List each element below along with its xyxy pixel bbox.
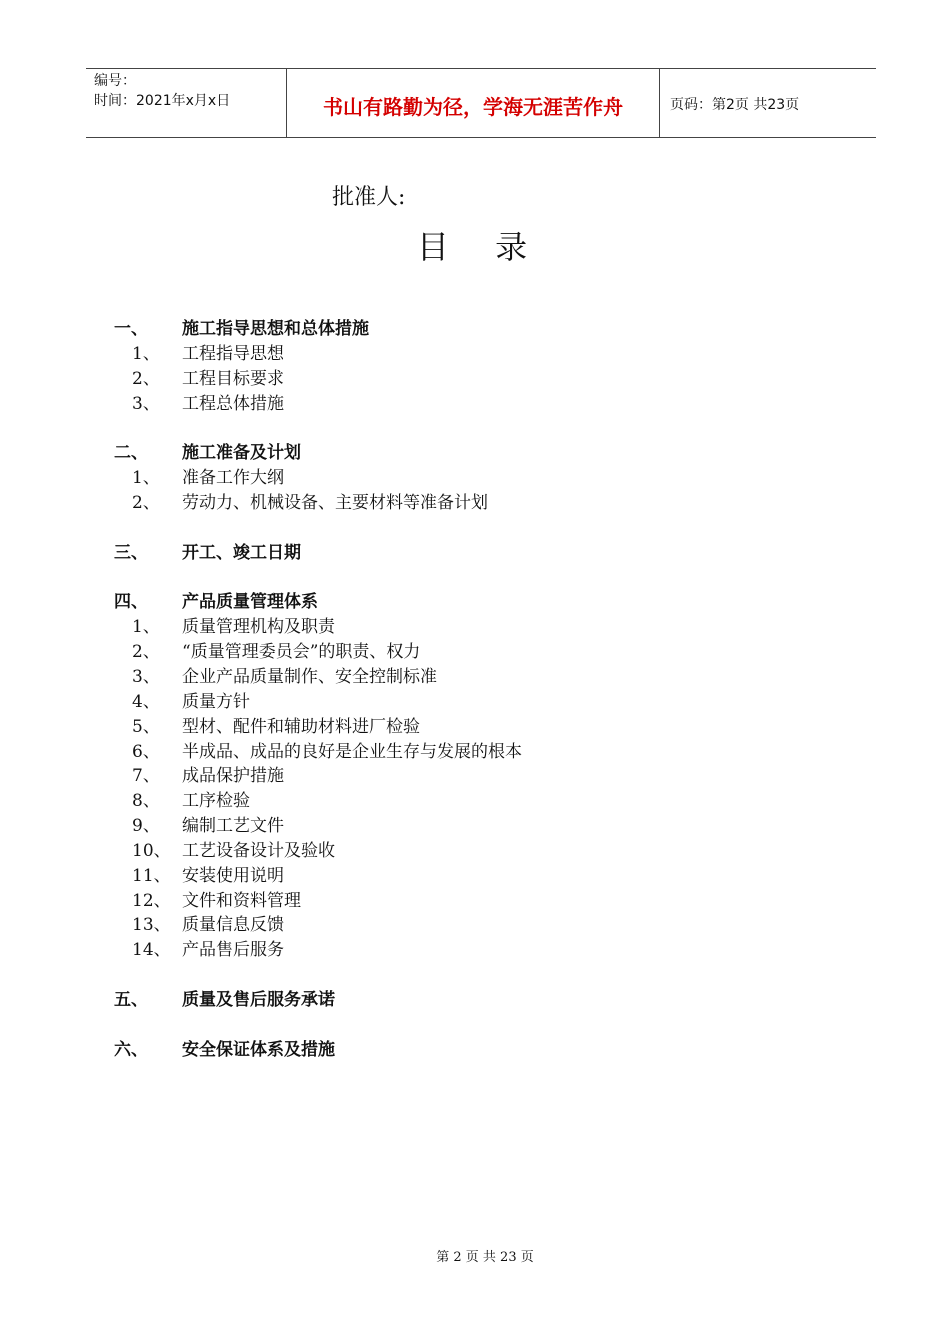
toc-item-text: 工艺设备设计及验收 [182,840,335,861]
toc-item-number: 9、 [132,816,160,836]
toc-item-number: 1、 [132,468,160,489]
toc-item-number: 14、 [132,940,171,961]
toc-item-number: 1、 [132,343,160,364]
toc-section-number: 五、 [114,990,148,1010]
toc-item-number: 2、 [132,368,160,389]
toc-item-number: 3、 [132,393,160,414]
approver-label: 批准人: [332,185,406,210]
toc-item-number: 6、 [132,741,160,762]
toc-section-number: 三、 [114,542,148,563]
toc-item-text: 工程目标要求 [182,368,284,389]
toc-item-text: 准备工作大纲 [182,468,284,489]
toc-item-number: 5、 [132,716,160,737]
toc-item-text: 工程总体措施 [182,393,284,414]
toc-item-text: 安装使用说明 [182,865,284,886]
toc-item-text: 质量信息反馈 [182,915,284,936]
toc-section-number: 二、 [114,443,148,464]
toc-section-number: 四、 [114,592,148,613]
toc-section-title: 安全保证体系及措施 [182,1039,335,1060]
toc-item-text: 工程指导思想 [182,343,284,364]
toc-item-number: 2、 [132,493,160,513]
toc-item-text: 半成品、成品的良好是企业生存与发展的根本 [182,741,522,762]
toc-item-text: “质量管理委员会”的职责、权力 [182,642,421,663]
page-title: 目 录 [416,228,546,266]
toc-item-number: 13、 [132,915,171,936]
toc-item-number: 12、 [132,890,171,911]
header-motto: 书山有路勤为径，学海无涯苦作舟 [286,69,660,137]
toc-item-number: 4、 [132,691,160,712]
toc-item-number: 8、 [132,791,160,812]
time-label: 时间：2021年x月x日 [94,93,231,109]
number-label: 编号： [94,73,136,89]
toc-item-text: 劳动力、机械设备、主要材料等准备计划 [182,493,488,513]
toc-item-text: 型材、配件和辅助材料进厂检验 [182,716,420,737]
toc-item-text: 产品售后服务 [182,940,284,961]
toc-item-text: 编制工艺文件 [182,816,284,836]
toc-item-text: 文件和资料管理 [182,890,301,911]
toc-item-text: 成品保护措施 [182,766,284,787]
toc-section-title: 施工指导思想和总体措施 [182,319,369,339]
toc-item-number: 10、 [132,840,171,861]
toc-item-number: 11、 [132,865,171,886]
page-footer: 第 2 页 共 23 页 [436,1250,534,1265]
toc-item-text: 企业产品质量制作、安全控制标准 [182,666,437,687]
toc-item-number: 7、 [132,766,160,787]
toc-section-number: 一、 [114,319,148,339]
toc-section-title: 质量及售后服务承诺 [182,990,335,1010]
toc-item-text: 质量方针 [182,691,250,712]
header-page-info: 页码：第2页 共23页 [670,97,800,113]
toc-item-number: 3、 [132,666,160,687]
toc-item-text: 工序检验 [182,791,250,812]
toc-section-title: 产品质量管理体系 [182,592,318,613]
toc-item-text: 质量管理机构及职责 [182,617,335,638]
toc-section-number: 六、 [114,1039,148,1060]
toc-section-title: 开工、竣工日期 [182,542,301,563]
toc-item-number: 1、 [132,617,160,638]
toc-item-number: 2、 [132,642,160,663]
toc-section-title: 施工准备及计划 [182,443,301,464]
